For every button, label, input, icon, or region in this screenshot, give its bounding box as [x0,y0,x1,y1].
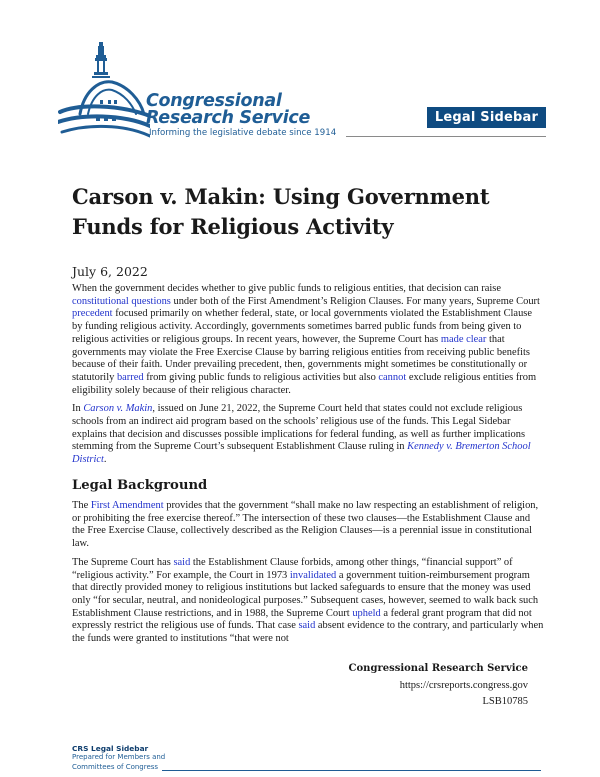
footer-divider [162,770,541,771]
link-cannot[interactable]: cannot [378,371,407,383]
link-kennedy-v-bremerton[interactable]: Kennedy v. Bremerton School District [72,441,531,466]
section-heading-legal-background: Legal Background [72,478,208,493]
publication-date: July 6, 2022 [72,264,148,279]
intro-section [72,283,544,473]
footer-org-name: Congressional Research Service [348,663,528,674]
page-title: Carson v. Makin: Using Government Funds for Religious Activity [72,184,490,239]
header-divider [346,136,546,137]
text-run: In [72,403,84,415]
background-paragraph-2 [72,557,544,646]
text-run: exclude religious entities from eligibility solely because of their religious character. [72,371,537,396]
text-run: under both of the First Amendment’s Religion Clauses. For many years, Supreme Court [170,295,540,307]
footer-prepared-for: Prepared for Members and [72,753,166,761]
text-run: provides that the government “shall make no law respecting an establishment of religion, or prohibiting the free exercise thereof.” The intersection of these two clauses—the Establishment Clause and the Free Exercise Clause, collectively described as the Religion Clauses—is a perennial issue in constitutional law. [72,500,539,550]
brand-name-line1: Congressional [146,91,282,111]
legal-background-section [72,500,544,652]
intro-paragraph-2 [72,403,544,467]
link-barred[interactable]: barred [116,371,144,383]
text-run: absent evidence to the contrary, and particularly when the funds were granted to institutions “that were not [72,620,544,645]
link-said[interactable]: said [173,556,191,568]
text-run: the Establishment Clause forbids, among other things, “financial support” of “religious activity.” For example, the Court in 1973 [72,556,513,581]
footer-committees: Committees of Congress [72,762,159,771]
link-invalidated[interactable]: invalidated [289,569,337,581]
legal-sidebar-badge: Legal Sidebar [427,107,546,128]
link-precedent[interactable]: precedent [72,308,113,320]
text-run: The [72,500,91,511]
brand-name-line2: Research Service [146,108,311,128]
link-made-clear[interactable]: made clear [440,333,487,345]
sidebar-footer [72,744,165,772]
background-paragraph-1 [72,500,544,551]
tagline: Informing the legislative debate since 1914 [149,128,337,138]
text-run: . [103,454,107,466]
footer-url[interactable]: https://crsreports.congress.gov [399,679,528,691]
link-upheld[interactable]: upheld [352,607,381,619]
footer-series-title: CRS Legal Sidebar [72,744,149,753]
link-first-amendment[interactable]: First Amendment [90,500,164,511]
link-constitutional-questions[interactable]: constitutional questions [72,295,171,307]
crs-wordmark [146,93,310,127]
text-run: a federal grant program that did not expressly restrict the religious use of funds. That case [72,607,532,632]
intro-paragraph-1 [72,283,544,397]
text-run: focused primarily on whether federal, state, or local governments violated the Establishment Clause by funding religious activity. Accordingly, governments sometimes barred public funds from being given to religious activities or religious groups. In recent years, however, the Supreme Court has [72,308,532,345]
text-run: a government tuition-reimbursement program that directly provided money to religious institutions but lacked safeguards to ensure that the money was used only “for secular, neutral, and nonideological purposes.” Subsequent cases, however, seemed to walk back such Establishment Clause restrictions, and in 1988, the Supreme Court [72,569,539,619]
text-run: that governments may violate the Free Exercise Clause by barring religious entities from receiving public benefits because of their faith. Under prevailing precedent, then, governments might sometimes be constitutionally or statutorily [72,333,530,383]
text-run: When the government decides whether to give public funds to religious entities, that decision can raise [72,283,501,294]
capitol-dome-icon [58,42,150,138]
text-run: The Supreme Court has [72,556,174,568]
link-said-2[interactable]: said [298,620,316,632]
report-footer [349,661,528,711]
report-id: LSB10785 [482,696,528,707]
text-run: from giving public funds to religious activities but also [143,371,379,383]
link-carson-v-makin[interactable]: Carson v. Makin [83,403,153,415]
text-run: , issued on June 21, 2022, the Supreme Court held that states could not exclude religious schools from an indirect aid program based on the schools’ religious use of the funds. This Legal Sidebar explains that decision and discusses possible implications for federal funding, as well as further implications stemming from the Supreme Court’s subsequent Establishment Clause ruling in [72,403,526,453]
